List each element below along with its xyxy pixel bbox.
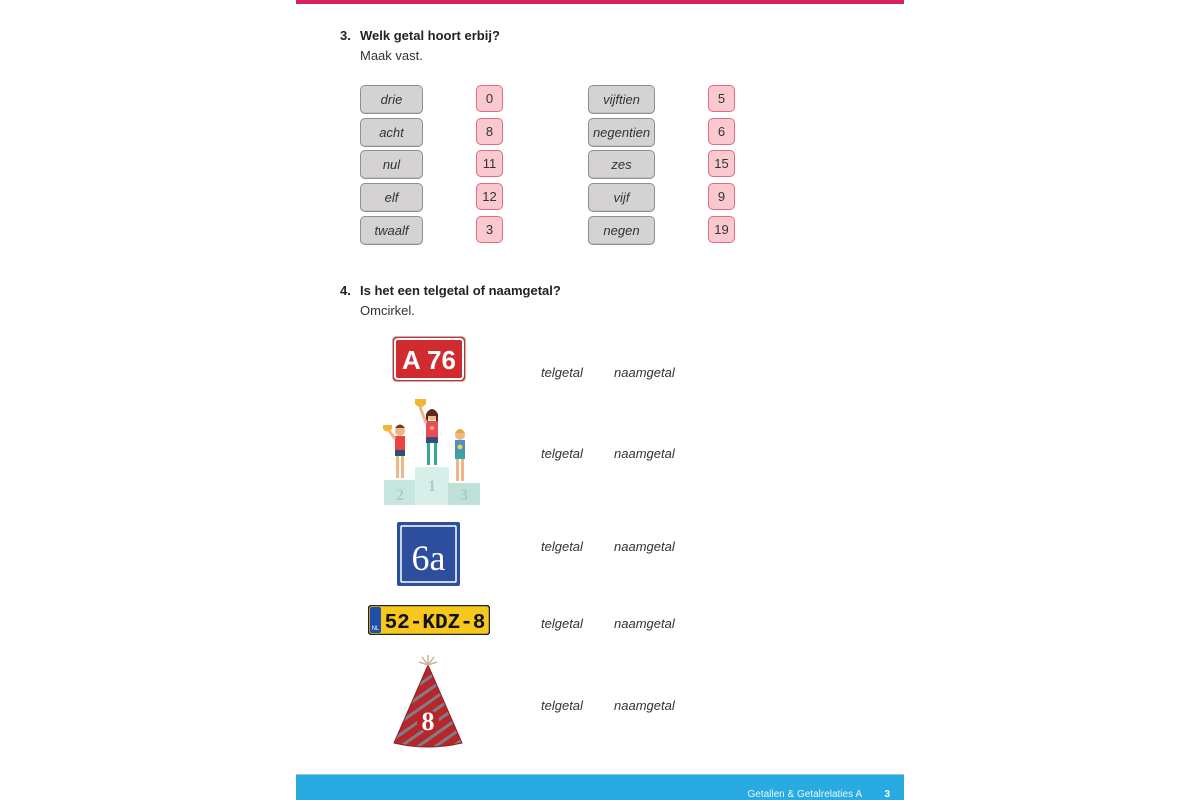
q4-number: 4. bbox=[340, 283, 351, 298]
podium-label: 1 bbox=[428, 478, 436, 495]
word-card[interactable]: vijftien bbox=[588, 85, 655, 114]
number-card[interactable]: 15 bbox=[708, 150, 735, 177]
option-telgetal[interactable]: telgetal bbox=[541, 446, 583, 461]
option-naamgetal[interactable]: naamgetal bbox=[614, 616, 675, 631]
house-number-icon bbox=[397, 522, 460, 586]
page-number: 3 bbox=[884, 789, 890, 800]
word-card[interactable]: zes bbox=[588, 150, 655, 179]
q3-instruction: Maak vast. bbox=[360, 48, 423, 63]
option-naamgetal[interactable]: naamgetal bbox=[614, 539, 675, 554]
number-card[interactable]: 8 bbox=[476, 118, 503, 145]
option-naamgetal[interactable]: naamgetal bbox=[614, 365, 675, 380]
top-accent-bar bbox=[296, 0, 904, 4]
road-sign-icon bbox=[392, 336, 466, 382]
podium-icon bbox=[382, 395, 482, 507]
number-card[interactable]: 11 bbox=[476, 150, 503, 177]
license-plate-country: NL bbox=[371, 626, 380, 632]
license-plate-text: 52-KDZ-8 bbox=[384, 612, 486, 635]
number-card[interactable]: 19 bbox=[708, 216, 735, 243]
q3-title: Welk getal hoort erbij? bbox=[360, 28, 500, 43]
house-number-text: 6a bbox=[411, 538, 446, 578]
word-card[interactable]: vijf bbox=[588, 183, 655, 212]
q4-instruction: Omcirkel. bbox=[360, 303, 415, 318]
option-telgetal[interactable]: telgetal bbox=[541, 539, 583, 554]
worksheet-page bbox=[296, 0, 904, 800]
option-telgetal[interactable]: telgetal bbox=[541, 698, 583, 713]
license-plate-icon bbox=[368, 605, 490, 635]
word-card[interactable]: acht bbox=[360, 118, 423, 147]
road-sign-text: A 76 bbox=[402, 345, 456, 375]
option-telgetal[interactable]: telgetal bbox=[541, 616, 583, 631]
party-hat-icon bbox=[392, 653, 466, 749]
q4-title: Is het een telgetal of naamgetal? bbox=[360, 283, 561, 298]
page-footer bbox=[296, 774, 904, 800]
q3-number: 3. bbox=[340, 28, 351, 43]
number-card[interactable]: 6 bbox=[708, 118, 735, 145]
number-card[interactable]: 0 bbox=[476, 85, 503, 112]
word-card[interactable]: elf bbox=[360, 183, 423, 212]
word-card[interactable]: nul bbox=[360, 150, 423, 179]
option-naamgetal[interactable]: naamgetal bbox=[614, 698, 675, 713]
option-telgetal[interactable]: telgetal bbox=[541, 365, 583, 380]
footer-title: Getallen & Getalrelaties A bbox=[747, 789, 862, 800]
number-card[interactable]: 3 bbox=[476, 216, 503, 243]
word-card[interactable]: negen bbox=[588, 216, 655, 245]
number-card[interactable]: 9 bbox=[708, 183, 735, 210]
party-hat-number: 8 bbox=[421, 707, 435, 736]
q4-heading bbox=[340, 283, 561, 298]
footer-divider bbox=[296, 774, 904, 775]
q3-heading bbox=[340, 28, 500, 43]
word-card[interactable]: twaalf bbox=[360, 216, 423, 245]
option-naamgetal[interactable]: naamgetal bbox=[614, 446, 675, 461]
podium-label: 2 bbox=[396, 487, 404, 504]
word-card[interactable]: drie bbox=[360, 85, 423, 114]
number-card[interactable]: 5 bbox=[708, 85, 735, 112]
word-card[interactable]: negentien bbox=[588, 118, 655, 147]
number-card[interactable]: 12 bbox=[476, 183, 503, 210]
podium-label: 3 bbox=[460, 487, 468, 504]
